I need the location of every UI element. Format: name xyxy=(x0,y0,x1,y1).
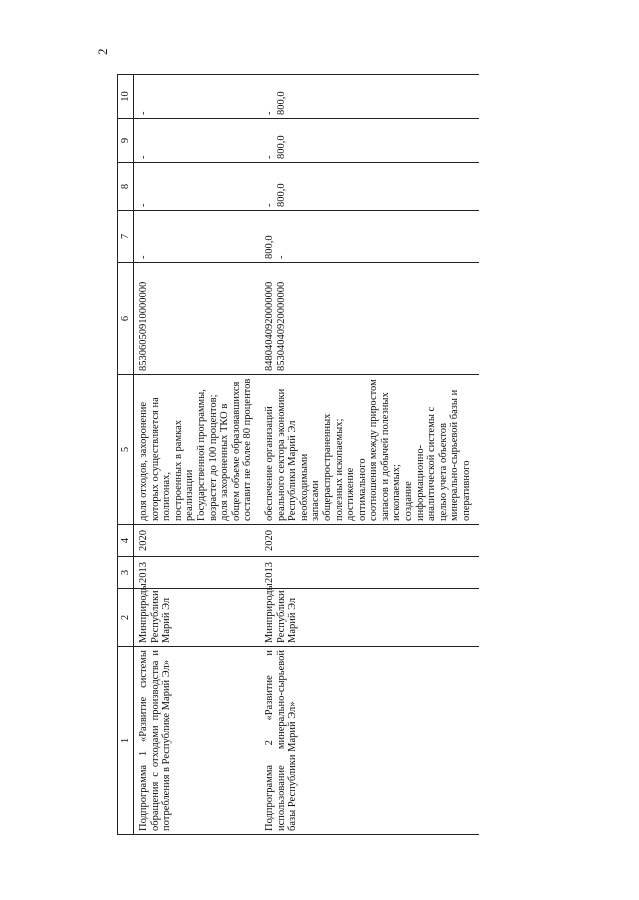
expected-result: доля отходов, захоронение которых осуществляется на полигонах, построенных в рамках реализации Государственной программы, возрастет до 100 процентов; доля захороненных ТКО в общем объеме образовавшихся составит не более 80 процентов xyxy=(134,375,260,525)
col-10-value: - 800,0 xyxy=(260,75,479,119)
col-8-value: - xyxy=(134,163,260,211)
budget-code: 85306050910000000 xyxy=(134,263,260,375)
header-cell: 1 xyxy=(118,647,134,835)
header-cell: 6 xyxy=(118,263,134,375)
header-cell: 2 xyxy=(118,589,134,647)
start-year: 2013 xyxy=(134,557,260,589)
executor: Минприроды Республики Марий Эл xyxy=(134,589,260,647)
col-7-value: - xyxy=(134,211,260,263)
header-cell: 10 xyxy=(118,75,134,119)
header-cell: 5 xyxy=(118,375,134,525)
program-table xyxy=(117,74,479,835)
col-8-value: - 800,0 xyxy=(260,163,479,211)
program-name: Подпрограмма 2 «Развитие и использование минерально-сырьевой базы Республики Марий Эл» xyxy=(260,647,479,835)
col-9-value: - xyxy=(134,119,260,163)
header-cell: 7 xyxy=(118,211,134,263)
page-number: 2 xyxy=(95,48,110,55)
executor: Минприроды Республики Марий Эл xyxy=(260,589,479,647)
expected-result: обеспечение организаций реального сектора экономики Республики Марий Эл необходимыми запасами общераспространенных полезных ископаемых; достижение оптимального соотношения между приростом запасов и добычей полезных ископаемых; создание информационно- аналитической системы с целью учета объектов минерально-сырьевой базы и оперативного xyxy=(260,375,479,525)
header-row xyxy=(118,75,134,835)
end-year: 2020 xyxy=(134,525,260,557)
end-year: 2020 xyxy=(260,525,479,557)
header-cell: 9 xyxy=(118,119,134,163)
header-cell: 4 xyxy=(118,525,134,557)
table-row xyxy=(134,75,260,835)
program-name: Подпрограмма 1 «Развитие системы обращения с отходами производства и потребления в Республике Марий Эл» xyxy=(134,647,260,835)
col-7-value: 800,0 - xyxy=(260,211,479,263)
col-9-value: - 800,0 xyxy=(260,119,479,163)
header-cell: 3 xyxy=(118,557,134,589)
start-year: 2013 xyxy=(260,557,479,589)
header-cell: 8 xyxy=(118,163,134,211)
table-row xyxy=(260,75,479,835)
rotated-table-sheet xyxy=(95,35,587,835)
col-10-value: - xyxy=(134,75,260,119)
budget-code: 84804040920000000 85304040920000000 xyxy=(260,263,479,375)
